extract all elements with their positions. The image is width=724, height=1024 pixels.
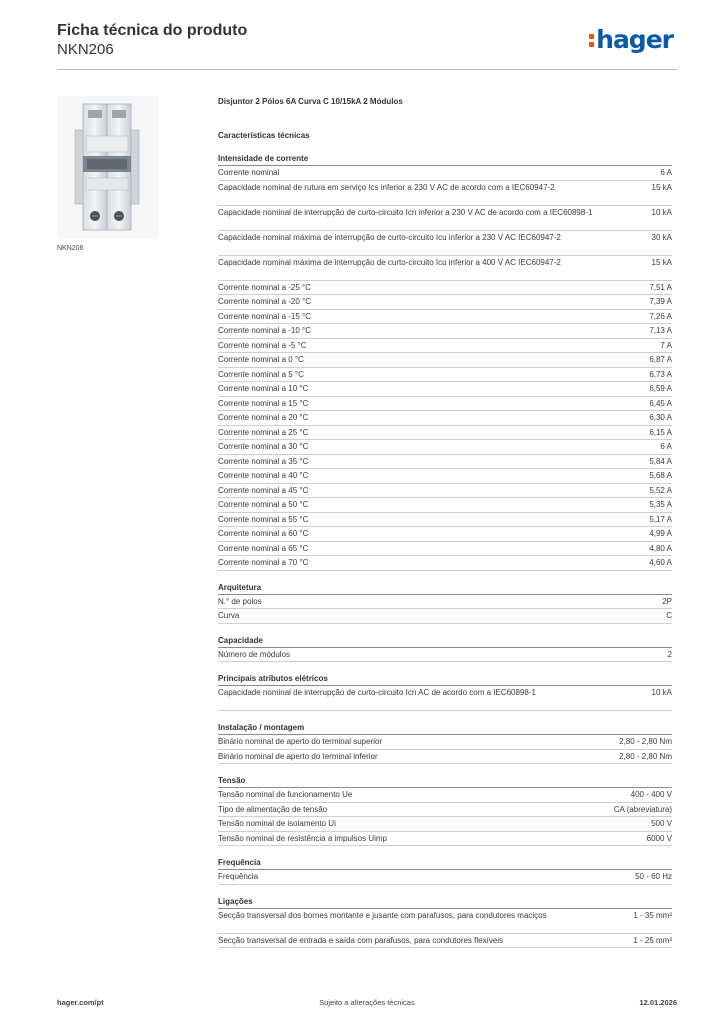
spec-value: 50 - 60 Hz: [635, 872, 672, 881]
spec-section: [218, 721, 672, 764]
spec-value: 2,80 - 2,80 Nm: [619, 751, 672, 761]
spec-label: Corrente nominal a 30 °C: [218, 442, 309, 451]
spec-value: 2P: [662, 596, 672, 606]
spec-row: [218, 817, 672, 832]
spec-section: [218, 581, 672, 624]
spec-section: [218, 672, 672, 711]
spec-value: 6,87 A: [649, 355, 672, 364]
spec-value: 10 kA: [651, 688, 672, 697]
spec-label: Corrente nominal a 70 °C: [218, 558, 309, 567]
spec-row: [218, 206, 672, 231]
spec-label: Frequência: [218, 872, 259, 881]
spec-label: Corrente nominal a 15 °C: [218, 398, 309, 408]
spec-value: 7,26 A: [649, 311, 672, 321]
spec-value: CA (abreviatura): [613, 804, 672, 814]
footer-website[interactable]: hager.com/pt: [57, 998, 104, 1007]
spec-value: 7,39 A: [649, 297, 672, 306]
spec-row: [218, 310, 672, 325]
spec-row: [218, 609, 672, 624]
spec-section: [218, 634, 672, 663]
spec-row: [218, 934, 672, 949]
spec-value: 4,99 A: [649, 529, 672, 538]
spec-row: [218, 750, 672, 765]
spec-content: [218, 97, 672, 958]
section-title: Instalação / montagem: [218, 721, 672, 735]
spec-row: [218, 295, 672, 310]
spec-label: Capacidade nominal de rutura em serviço Ics inferior a 230 V AC de acordo com a IEC60947-2: [218, 182, 555, 192]
spec-label: Corrente nominal a 55 °C: [218, 514, 309, 524]
spec-value: 6,59 A: [649, 384, 672, 393]
spec-section: [218, 152, 672, 571]
spec-row: [218, 231, 672, 256]
spec-value: 15 kA: [651, 257, 672, 267]
spec-row: [218, 368, 672, 383]
spec-row: [218, 353, 672, 368]
spec-row: [218, 382, 672, 397]
spec-row: [218, 498, 672, 513]
footer-notice: Sujeito a alterações técnicas: [319, 998, 415, 1007]
spec-row: [218, 788, 672, 803]
spec-value: 5,84 A: [649, 456, 672, 466]
spec-row: [218, 648, 672, 663]
spec-label: Corrente nominal a 0 °C: [218, 355, 304, 364]
spec-value: 6 A: [660, 168, 672, 177]
spec-value: 5,52 A: [649, 485, 672, 495]
spec-section: [218, 774, 672, 846]
spec-label: Secção transversal de entrada e saída com parafusos, para condutores flexíveis: [218, 935, 504, 945]
spec-value: 6,73 A: [649, 369, 672, 379]
spec-value: 6,30 A: [649, 413, 672, 422]
spec-value: 6,15 A: [649, 427, 672, 437]
spec-row: [218, 556, 672, 571]
spec-section: [218, 856, 672, 885]
spec-value: 2,80 - 2,80 Nm: [619, 737, 672, 746]
section-title: Principais atributos elétricos: [218, 672, 672, 686]
section-title: Ligações: [218, 895, 672, 909]
spec-row: [218, 397, 672, 412]
spec-value: 5,68 A: [649, 471, 672, 480]
section-title: Intensidade de corrente: [218, 152, 672, 166]
spec-value: 500 V: [651, 819, 672, 828]
spec-row: [218, 426, 672, 441]
spec-label: Capacidade nominal máxima de interrupção de curto-circuito Icu inferior a 400 V AC IEC60947-2: [218, 257, 561, 267]
spec-row: [218, 870, 672, 885]
spec-label: Curva: [218, 611, 240, 620]
logo-dots-icon: [589, 34, 594, 47]
spec-label: Tipo de alimentação de tensão: [218, 804, 328, 814]
logo-text: hager: [596, 25, 673, 54]
spec-value: 5,35 A: [649, 500, 672, 509]
spec-value: 7,51 A: [649, 282, 672, 292]
spec-sections: [218, 152, 672, 948]
section-title: Arquitetura: [218, 581, 672, 595]
spec-row: [218, 166, 672, 181]
spec-label: Corrente nominal a 65 °C: [218, 543, 309, 553]
spec-row: [218, 527, 672, 542]
spec-label: Corrente nominal a 60 °C: [218, 529, 309, 538]
spec-label: Corrente nominal a 50 °C: [218, 500, 309, 509]
spec-value: 15 kA: [651, 182, 672, 192]
spec-label: Tensão nominal de isolamento Ui: [218, 819, 336, 828]
specs-heading: Características técnicas: [218, 131, 310, 140]
section-title: Tensão: [218, 774, 672, 788]
spec-value: 6,45 A: [649, 398, 672, 408]
spec-row: [218, 411, 672, 426]
spec-label: Capacidade nominal máxima de interrupção de curto-circuito Icu inferior a 230 V AC IEC60947-2: [218, 232, 561, 242]
spec-row: [218, 281, 672, 296]
spec-value: 1 - 35 mm²: [633, 910, 672, 920]
spec-row: [218, 339, 672, 354]
spec-label: Corrente nominal a -25 °C: [218, 282, 312, 292]
section-title: Capacidade: [218, 634, 672, 648]
spec-label: Tensão nominal de resistência a impulsos Uimp: [218, 833, 387, 843]
spec-value: 4,60 A: [649, 558, 672, 567]
spec-label: Número de módulos: [218, 649, 291, 659]
hager-logo: [589, 26, 673, 54]
spec-row: [218, 469, 672, 484]
spec-label: Corrente nominal a 20 °C: [218, 413, 309, 422]
spec-label: Corrente nominal a -10 °C: [218, 326, 312, 335]
page-header: [57, 20, 677, 70]
spec-label: Tensão nominal de funcionamento Ue: [218, 790, 353, 799]
product-code: NKN206: [57, 41, 114, 58]
spec-row: [218, 324, 672, 339]
spec-label: Corrente nominal a 35 °C: [218, 456, 309, 466]
spec-value: 4,80 A: [649, 543, 672, 553]
spec-value: 30 kA: [651, 232, 672, 242]
spec-label: Secção transversal dos bornes montante e jusante com parafusos, para condutores maciços: [218, 910, 547, 920]
spec-label: Corrente nominal a -5 °C: [218, 340, 307, 350]
spec-row: [218, 735, 672, 750]
spec-row: [218, 542, 672, 557]
spec-value: 5,17 A: [649, 514, 672, 524]
spec-row: [218, 832, 672, 847]
spec-value: 6 A: [660, 442, 672, 451]
spec-label: N.° de polos: [218, 596, 262, 606]
spec-label: Corrente nominal a 45 °C: [218, 485, 309, 495]
spec-label: Capacidade nominal de interrupção de curto-circuito Icn inferior a 230 V AC de acordo com a IEC60898-1: [218, 207, 593, 217]
image-caption: NKN206: [57, 245, 84, 252]
spec-value: 1 - 25 mm²: [633, 935, 672, 945]
spec-value: C: [666, 611, 672, 620]
spec-label: Corrente nominal a 40 °C: [218, 471, 309, 480]
product-description: Disjuntor 2 Pólos 6A Curva C 10/15kA 2 Módulos: [218, 97, 403, 106]
spec-value: 400 - 400 V: [630, 790, 672, 799]
spec-row: [218, 686, 672, 711]
spec-row: [218, 181, 672, 206]
spec-label: Corrente nominal a 5 °C: [218, 369, 304, 379]
spec-value: 2: [667, 649, 672, 659]
spec-row: [218, 440, 672, 455]
section-title: Frequência: [218, 856, 672, 870]
circuit-breaker-image: [57, 96, 159, 238]
spec-label: Binário nominal de aperto do terminal superior: [218, 737, 383, 746]
spec-row: [218, 455, 672, 470]
spec-row: [218, 909, 672, 934]
spec-label: Corrente nominal: [218, 168, 280, 177]
spec-label: Binário nominal de aperto do terminal inferior: [218, 751, 378, 761]
spec-value: 6000 V: [646, 833, 672, 843]
spec-row: [218, 484, 672, 499]
spec-row: [218, 513, 672, 528]
spec-label: Corrente nominal a 10 °C: [218, 384, 309, 393]
spec-value: 7 A: [660, 340, 672, 350]
spec-label: Corrente nominal a -15 °C: [218, 311, 312, 321]
spec-label: Capacidade nominal de interrupção de curto-circuito Icn AC de acordo com a IEC60898-1: [218, 688, 536, 697]
footer-date: 12.01.2026: [639, 998, 677, 1007]
page-title: Ficha técnica do produto: [57, 22, 248, 39]
spec-label: Corrente nominal a 25 °C: [218, 427, 309, 437]
spec-label: Corrente nominal a -20 °C: [218, 297, 312, 306]
spec-section: [218, 895, 672, 949]
spec-row: [218, 256, 672, 281]
spec-value: 7,13 A: [649, 326, 672, 335]
spec-row: [218, 595, 672, 610]
spec-row: [218, 803, 672, 818]
spec-value: 10 kA: [651, 207, 672, 217]
